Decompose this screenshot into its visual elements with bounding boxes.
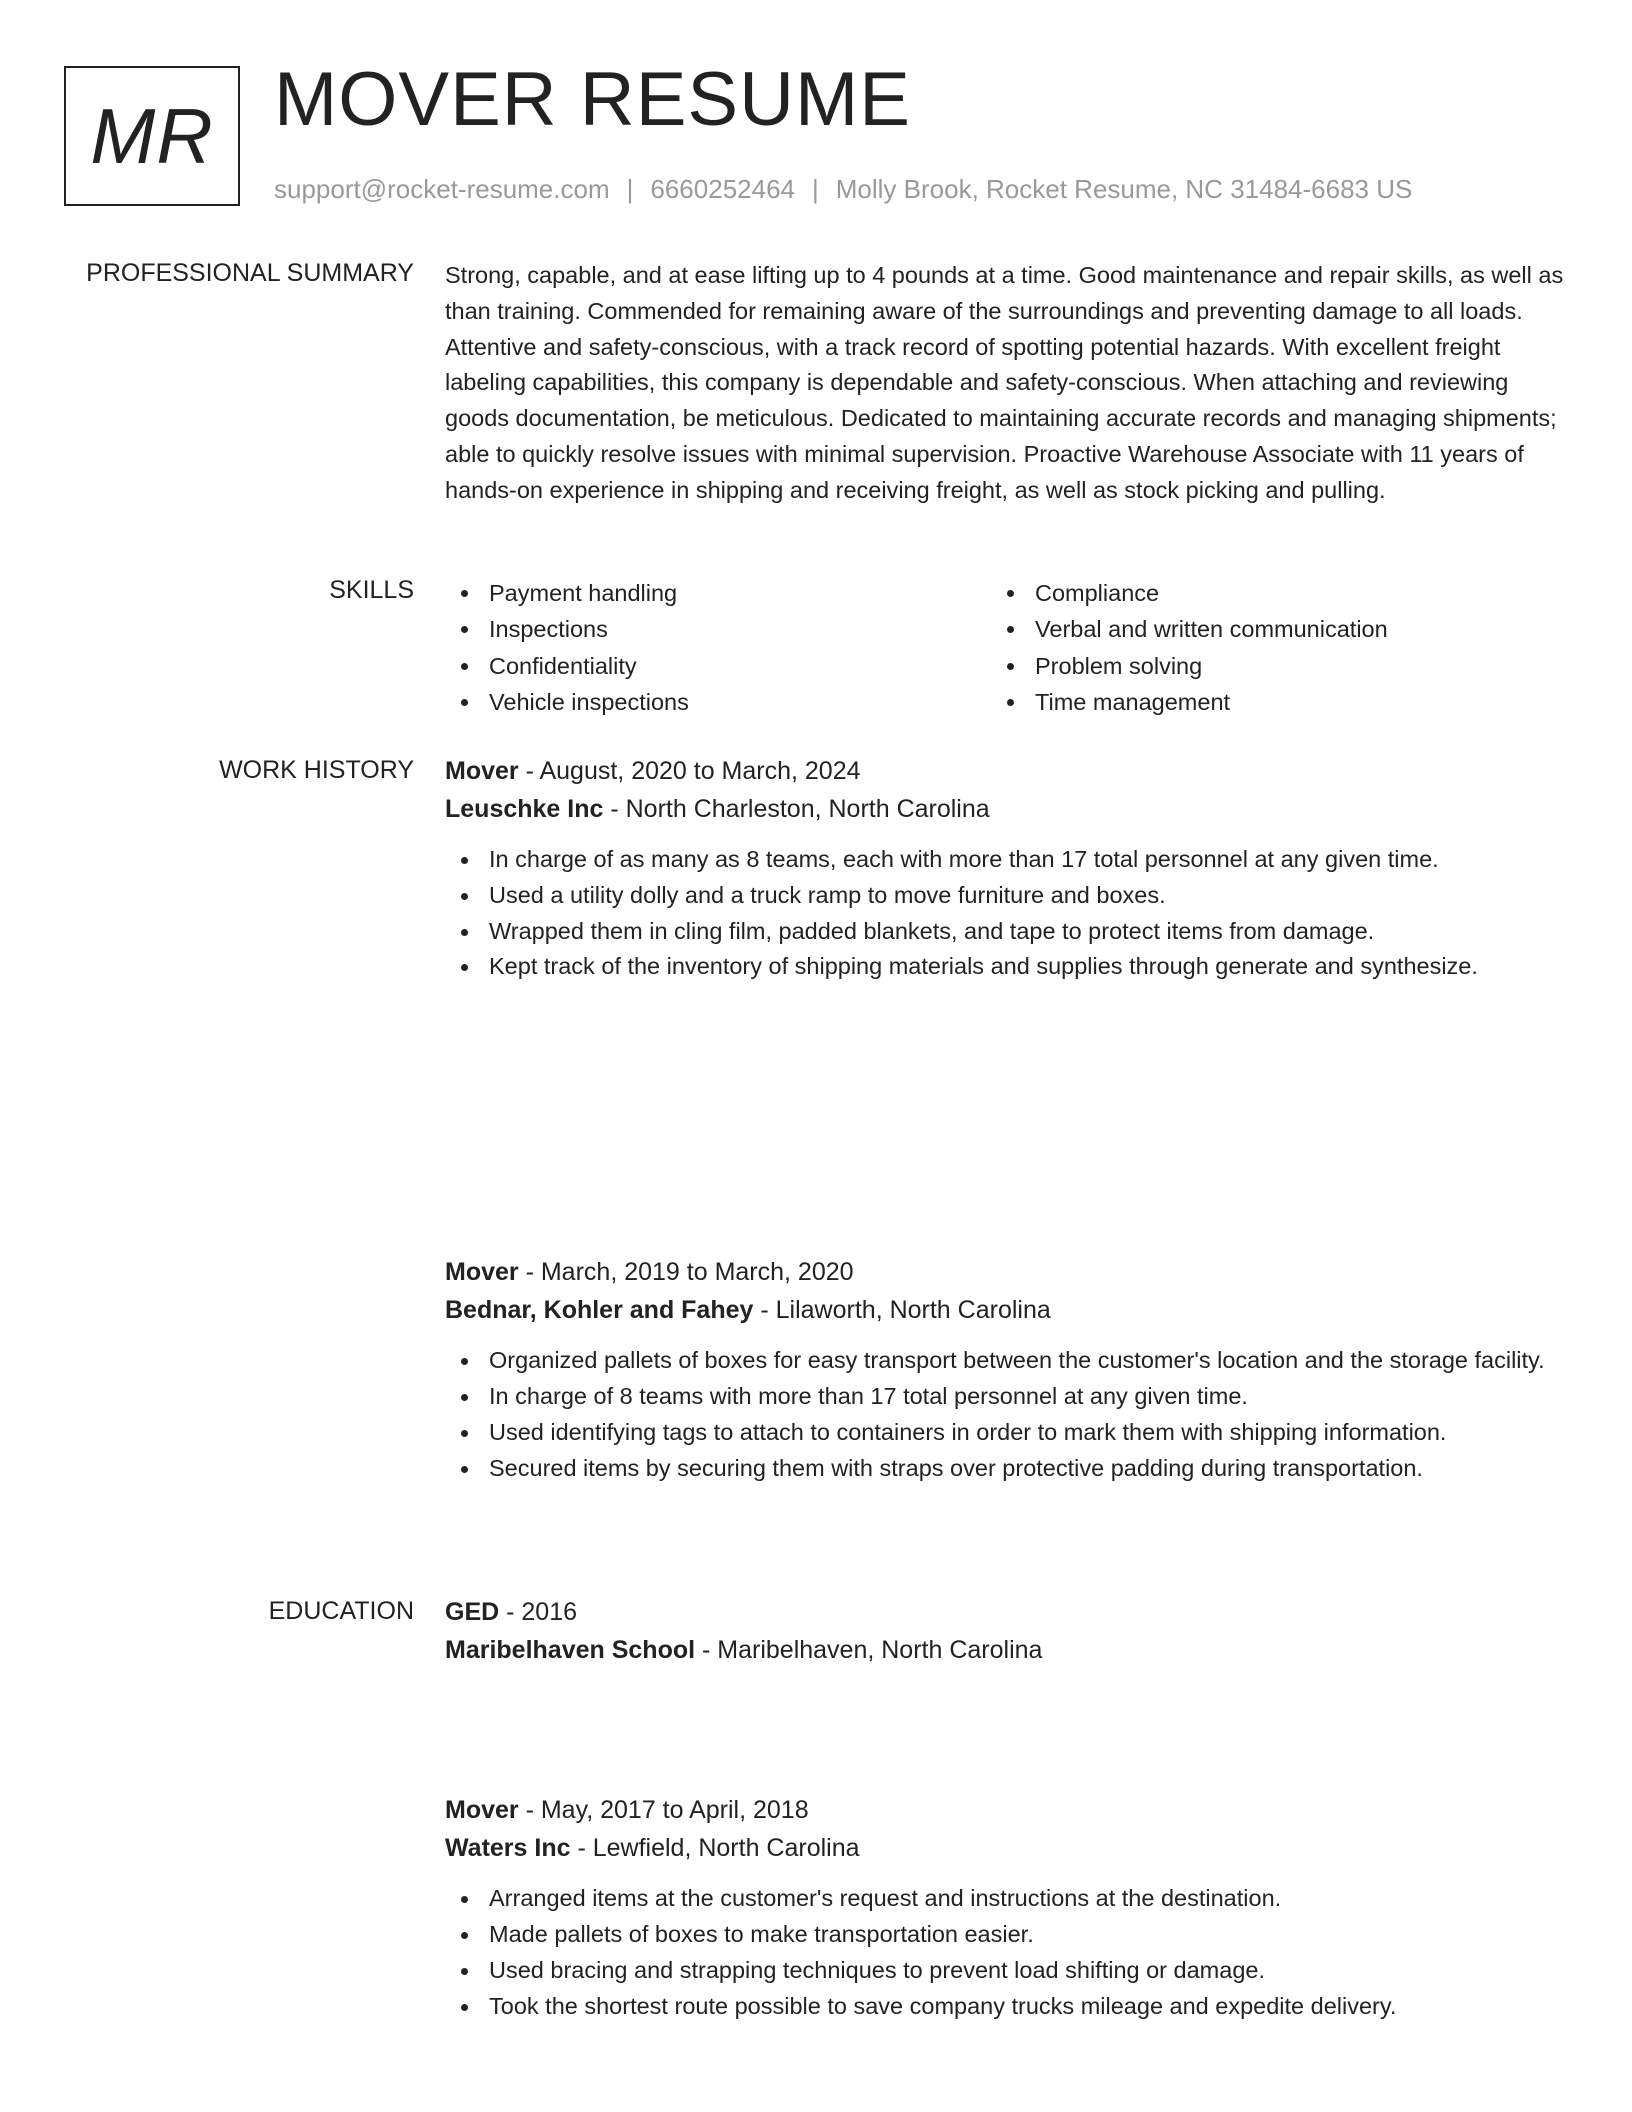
job-location: - Lewfield, North Carolina <box>570 1834 860 1863</box>
job-duty: Arranged items at the customer's request and instructions at the destination. <box>445 1881 1565 1917</box>
job-duties <box>445 842 1565 985</box>
contact-phone[interactable]: 6660252464 <box>650 174 795 204</box>
job-duty: Kept track of the inventory of shipping materials and supplies through generate and synthesize. <box>445 949 1565 985</box>
skills-column-right <box>991 575 1537 720</box>
job-duties <box>445 1343 1565 1486</box>
summary-heading: PROFESSIONAL SUMMARY <box>86 259 414 287</box>
skills-heading: SKILLS <box>329 576 414 604</box>
job-title-line <box>445 1791 1565 1829</box>
job-title-line <box>445 752 1565 790</box>
contact-line <box>274 174 1412 205</box>
education-heading: EDUCATION <box>268 1597 414 1625</box>
skills-column-left <box>445 575 991 720</box>
job-entry <box>445 752 1565 985</box>
job-title: Mover <box>445 1258 519 1287</box>
education-school-line <box>445 1631 1565 1669</box>
job-duty: Made pallets of boxes to make transportation easier. <box>445 1917 1565 1953</box>
job-dates: - May, 2017 to April, 2018 <box>518 1796 809 1825</box>
education-school: Maribelhaven School <box>445 1636 696 1664</box>
education-entry <box>445 1593 1565 1669</box>
skill-item: Vehicle inspections <box>445 684 991 720</box>
resume-title: MOVER RESUME <box>274 57 911 142</box>
job-duty: Used a utility dolly and a truck ramp to move furniture and boxes. <box>445 878 1565 914</box>
contact-address: Molly Brook, Rocket Resume, NC 31484-6683 US <box>835 174 1413 204</box>
contact-email[interactable]: support@rocket-resume.com <box>274 174 610 204</box>
monogram-box <box>64 66 240 206</box>
skill-item: Problem solving <box>991 648 1537 684</box>
skill-item: Inspections <box>445 611 991 647</box>
job-dates: - March, 2019 to March, 2020 <box>518 1258 854 1287</box>
job-title: Mover <box>445 1796 519 1825</box>
job-title: Mover <box>445 757 519 785</box>
job-entry <box>445 1253 1565 1486</box>
contact-separator: | <box>812 174 819 204</box>
skills-body <box>445 575 1565 720</box>
job-location: - Lilaworth, North Carolina <box>753 1296 1051 1325</box>
monogram-initials: MR <box>90 91 214 180</box>
job-duties <box>445 1881 1565 2024</box>
job-duty: Secured items by securing them with straps over protective padding during transportation. <box>445 1451 1565 1487</box>
skill-item: Time management <box>991 684 1537 720</box>
contact-separator: | <box>626 174 634 204</box>
education-degree-line <box>445 1593 1565 1631</box>
education-year: - 2016 <box>499 1598 578 1626</box>
job-company: Waters Inc <box>445 1834 571 1863</box>
job-duty: Wrapped them in cling film, padded blankets, and tape to protect items from damage. <box>445 914 1565 950</box>
job-company: Leuschke Inc <box>445 795 604 823</box>
job-entry <box>445 1791 1565 2024</box>
work-history-heading: WORK HISTORY <box>219 756 414 784</box>
job-duty: Organized pallets of boxes for easy transport between the customer's location and the storage facility. <box>445 1343 1565 1379</box>
job-company-line <box>445 1291 1565 1329</box>
skill-item: Verbal and written communication <box>991 611 1537 647</box>
job-duty: Used bracing and strapping techniques to prevent load shifting or damage. <box>445 1953 1565 1989</box>
job-company-line <box>445 790 1565 828</box>
skill-item: Compliance <box>991 575 1537 611</box>
job-title-line <box>445 1253 1565 1291</box>
education-section <box>64 1593 1568 1669</box>
job-duty: Took the shortest route possible to save company trucks mileage and expedite delivery. <box>445 1989 1565 2025</box>
skill-item: Confidentiality <box>445 648 991 684</box>
summary-text: Strong, capable, and at ease lifting up to 4 pounds at a time. Good maintenance and repair skills, as well as than training. Commended for remaining aware of the surroundings and preventing damage to all loads. Attentive and safety-conscious, with a track record of spotting potential hazards. With excellent freight labeling capabilities, this company is dependable and safety-conscious. When attaching and reviewing goods documentation, be meticulous. Dedicated to maintaining accurate records and managing shipments; able to quickly resolve issues with minimal supervision. Proactive Warehouse Associate with 11 years of hands-on experience in shipping and receiving freight, as well as stock picking and pulling. <box>445 262 1564 503</box>
job-duty: Used identifying tags to attach to containers in order to mark them with shipping information. <box>445 1415 1565 1451</box>
job-location: - North Charleston, North Carolina <box>603 795 990 823</box>
job-company-line <box>445 1829 1565 1867</box>
skills-grid <box>445 575 1565 720</box>
skill-item: Payment handling <box>445 575 991 611</box>
job-duty: In charge of 8 teams with more than 17 total personnel at any given time. <box>445 1379 1565 1415</box>
job-duty: In charge of as many as 8 teams, each with more than 17 total personnel at any given time. <box>445 842 1565 878</box>
job-company: Bednar, Kohler and Fahey <box>445 1296 754 1325</box>
education-location: - Maribelhaven, North Carolina <box>695 1636 1043 1664</box>
summary-body <box>445 258 1565 509</box>
job-dates: - August, 2020 to March, 2024 <box>518 757 861 785</box>
education-degree: GED <box>445 1598 500 1626</box>
